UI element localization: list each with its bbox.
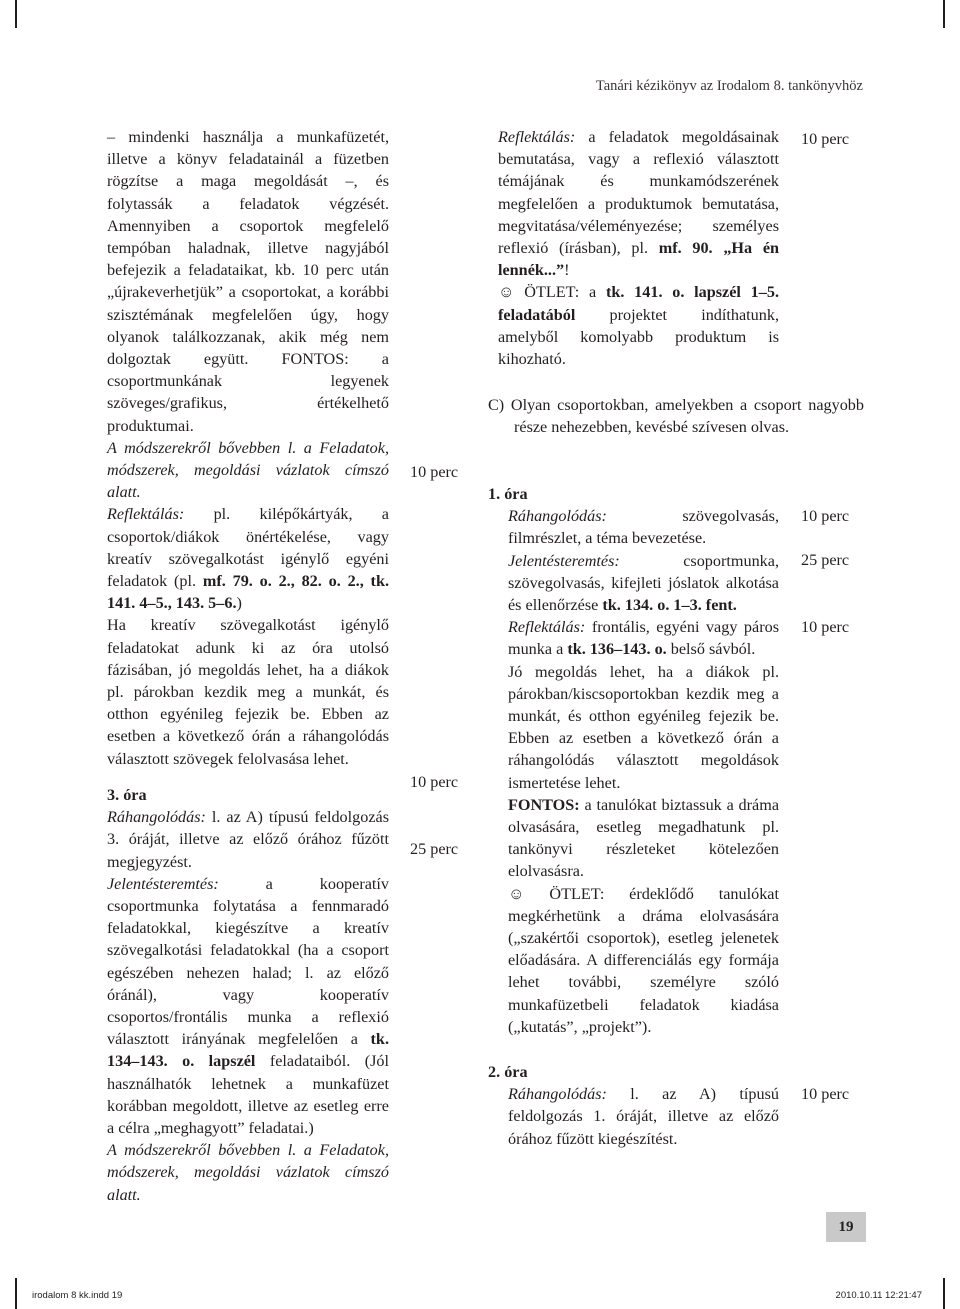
crop-mark-top-right [943,0,945,28]
right-paragraph-idea [498,281,779,370]
running-header: Tanári kézikönyv az Irodalom 8. tankönyvhöz [595,78,863,94]
time-left-3: 25 perc [410,840,459,858]
left-paragraph-reflection [107,503,389,614]
label-important: FONTOS: [508,795,580,814]
time-right-2: 10 perc [801,507,850,525]
list-item-c: C) Olyan csoportokban, amelyekben a csoport nagyobb része nehezebben, kevésbé szívesen olvas. [488,396,864,437]
right-paragraph-reflection-2 [508,616,779,660]
label-reflection-right-2: Reflektálás: [508,618,586,637]
right-paragraph-idea-2 [508,883,779,1038]
label-meaning: Jelentésteremtés: [107,874,219,893]
label-attunement-right-2: Ráhangolódás: [508,1085,607,1104]
text-reflection-right-2: frontális, egyéni vagy páros munka a [508,618,779,659]
right-paragraph-attunement-2 [508,1083,779,1150]
left-paragraph-creative: Ha kreatív szövegalkotást igénylő feladatokat adunk ki az óra utolsó fázisában, jó megoldás lehet, ha a diákok pl. párokban kezdik meg a munkát, és otthon egyénileg fejezik be. Ebben az esetben a következő órán a ráhangolódás választott szövegek felolvasása lehet. [107,616,389,768]
ref-idea: tk. 141. o. lapszél 1–5. feladatából [498,283,780,324]
label-attunement: Ráhangolódás: [107,808,206,827]
time-right-3: 25 perc [801,551,850,569]
heading-lesson-2: 2. óra [488,1063,528,1081]
crop-mark-bottom-right [943,1278,945,1309]
right-paragraph-important [508,794,779,883]
footer-date: 2010.10.11 12:21:47 [835,1290,922,1301]
text-reflection-right-end: ! [564,261,570,280]
ref-reflection-right: mf. 90. „Ha én lennék...” [498,239,780,280]
label-reflection: Reflektálás: [107,505,185,524]
text-meaning-end: feladataiból. (Jól használhatók lehetnek a munkafüzet korábban megoldott, illetve az esetleg erre a célra „meghagyott” feladatai.) [107,1052,389,1137]
right-paragraph-good-solution: Jó megoldás lehet, ha a diákok pl. párokban/kiscsoportokban kezdik meg a munkát, és otthon egyénileg fejezik be. Ebben az esetben a következő órán a ráhangolódás választott megoldások ismertetése lehet. [508,662,779,792]
text-attunement-right: szövegolvasás, filmrészlet, a téma bevezetése. [508,507,779,548]
ref-meaning: tk. 134–143. o. lapszél [107,1030,389,1071]
time-left-1: 10 perc [410,463,459,481]
text-reflection: pl. kilépőkártyák, a csoportok/diákok önértékelése, vagy kreatív szövegalkotást igénylő egyéni feladatok (pl. [107,505,389,591]
footer-file: irodalom 8 kk.indd 19 [32,1290,123,1301]
right-paragraph-reflection [498,126,779,281]
time-left-2: 10 perc [410,773,459,791]
text-reflection-right: a feladatok megoldásainak bemutatása, vagy a reflexió választott témájának és munkamódszerének megfelelően a produktumok bemutatása, megvitatása/véleményezése; személyes reflexió (írásban), pl. [498,128,779,258]
right-column-c-item [488,394,864,438]
text-important: a tanulókat biztassuk a dráma olvasására, esetleg megadhatunk pl. tankönyvi részleteket kötelezően elolvasásra. [508,795,779,881]
text-meaning: a kooperatív csoportmunka folytatása a fennmaradó feladatokkal, kiegészítve a kreatív szövegalkotási feladatokkal (ha a csoport egészében nehezen halad; l. az előző óránál), vagy kooperatív csoportos/frontális munka a reflexió választott irányának megfelelően a [107,874,389,1049]
text-meaning-right: csoportmunka, szövegolvasás, kifejleti jóslatok alkotása és ellenőrzése [508,551,779,615]
smiley-icon: ☺ [498,283,515,302]
right-paragraph-attunement [508,505,779,549]
left-paragraph-methods: A módszerekről bővebben l. a Feladatok, módszerek, megoldási vázlatok címszó alatt. [107,438,389,502]
page-number: 19 [826,1212,866,1242]
left-paragraph-meaning [107,873,389,1139]
smiley-icon-2: ☺ [508,884,525,903]
right-column-top [498,126,779,370]
text-idea: ÖTLET: a [514,283,606,302]
right-paragraph-meaning [508,550,779,617]
crop-mark-bottom-left [15,1278,17,1309]
text-reflection-end: ) [236,594,242,613]
label-reflection-right: Reflektálás: [498,128,576,146]
ref-reflection: mf. 79. o. 2., 82. o. 2., tk. 141. 4–5., 143. 5–6. [107,572,390,613]
heading-lesson-3: 3. óra [107,785,147,804]
ref-reflection-right-2: tk. 136–143. o. [567,640,667,659]
time-right-4: 10 perc [801,618,850,636]
time-right-1: 10 perc [801,130,850,148]
text-reflection-right-2-end: belső sávból. [666,640,756,659]
text-idea-end: projektet indíthatunk, amelyből komolyabb produktum is kihozható. [498,305,779,369]
text-idea-2: ÖTLET: érdeklődő tanulókat megkérhetünk a dráma elolvasására („szakértői csoportok), esetleg jelenetek előadására. A differenciálás egy formája lehet további, személyre szóló munkafüzetbeli feladatok kiadása („kutatás”, „projekt”). [508,884,779,1036]
crop-mark-top-left [15,0,17,28]
ref-meaning-right: tk. 134. o. 1–3. fent. [602,596,737,615]
left-column [107,126,389,1206]
label-meaning-right: Jelentésteremtés: [508,551,620,570]
left-paragraph-methods-2: A módszerekről bővebben l. a Feladatok, módszerek, megoldási vázlatok címszó alatt. [107,1141,389,1204]
left-paragraph-1: – mindenki használja a munkafüzetét, illetve a könyv feladatainál a füzetben rögzítse a maga megoldását –, és folytassák a feladatok végzését. Amennyiben a csoportok megfelelő tempóban haladnak, illetve nagyjából befejezik a feladataikat, kb. 10 perc után „újrakeverhetjük” a csoportokat, a korábbi szisztémának megfelelően úgy, hogy olyanok találkozzanak, akik még nem dolgoztak együtt. FONTOS: a csoportmunkának legyenek szöveges/grafikus, értékelhető produktumai. [107,128,389,435]
text-attunement: l. az A) típusú feldolgozás 3. óráját, illetve az előző órához fűzött megjegyzést. [107,808,389,871]
heading-lesson-1: 1. óra [488,485,528,503]
time-right-5: 10 perc [801,1085,850,1103]
label-attunement-right: Ráhangolódás: [508,507,607,526]
text-attunement-right-2: l. az A) típusú feldolgozás 1. óráját, illetve az előző órához fűzött kiegészítést. [508,1085,779,1148]
right-column-lesson-2 [488,1061,779,1150]
right-column-lesson-1 [488,483,779,1038]
left-paragraph-attunement [107,806,389,873]
